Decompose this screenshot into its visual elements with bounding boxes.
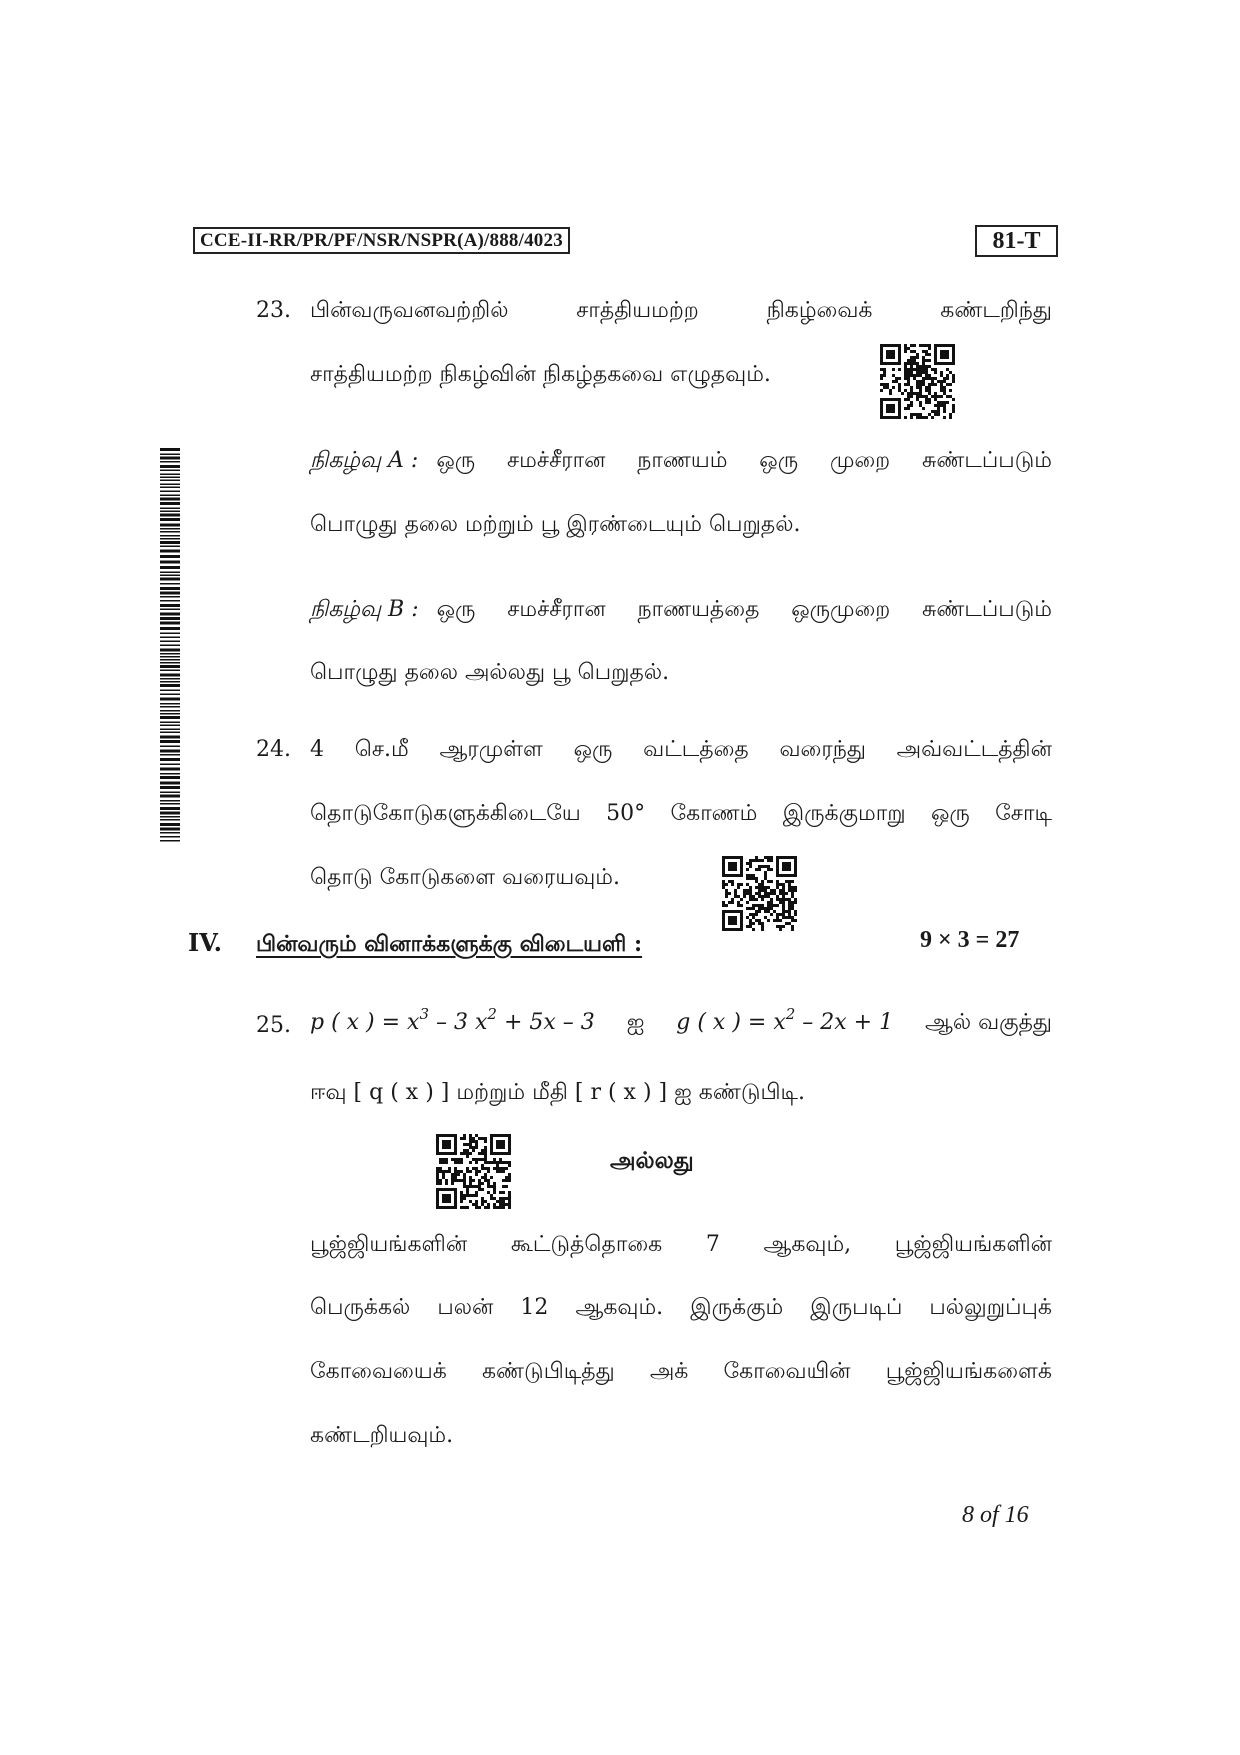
word: 4 — [310, 737, 324, 762]
q23-event-a-line2: பொழுது தலை மற்றும் பூ இரண்டையும் பெறுதல். — [310, 512, 801, 537]
word: நாணயம் — [637, 448, 728, 473]
word: ஒருமுறை — [791, 597, 891, 622]
word: கண்டறிந்து — [940, 298, 1052, 323]
page-number: 8 of 16 — [962, 1502, 1029, 1528]
word: சமச்சீரான — [507, 597, 606, 622]
q23-event-b-line1 — [310, 597, 1052, 625]
word: ஒரு — [573, 737, 613, 762]
q25-alt-line1 — [310, 1232, 1052, 1260]
subject-code: 81-T — [975, 225, 1058, 257]
q25-line1 — [310, 1005, 1052, 1038]
section-number: IV. — [188, 928, 223, 957]
word: கோவையைக் — [310, 1359, 447, 1384]
word: சுண்டப்படும் — [922, 597, 1052, 622]
word: ஆகவும். — [575, 1295, 664, 1320]
section-marks: 9 × 3 = 27 — [920, 927, 1020, 953]
q24-line3: தொடு கோடுகளை வரையவும். — [310, 865, 620, 890]
q23-line2: சாத்தியமற்ற நிகழ்வின் நிகழ்தகவை எழுதவும். — [310, 362, 771, 387]
event-a-text — [436, 448, 1052, 476]
side-barcode — [160, 448, 180, 844]
word: சாத்தியமற்ற — [576, 298, 699, 323]
word: அவ்வட்டத்தின் — [896, 737, 1052, 762]
word: பூஜ்ஜியங்களின் — [894, 1232, 1052, 1257]
p-of-x: p ( x ) = $x^3 - 3$ $x^2 + 5x - 3$ — [310, 1005, 595, 1035]
word: கண்டுபிடித்து — [481, 1359, 615, 1384]
word: சுண்டப்படும் — [922, 448, 1052, 473]
word: பல்லுறுப்புக் — [929, 1295, 1052, 1320]
word: 50° — [606, 801, 646, 826]
q23-event-b-line2: பொழுது தலை அல்லது பூ பெறுதல். — [310, 660, 670, 685]
event-b-text — [437, 597, 1052, 625]
word: பூஜ்ஜியங்களின் — [310, 1232, 468, 1257]
word: இருக்குமாறு — [782, 801, 906, 826]
word: கோணம் — [670, 801, 758, 826]
word: பெருக்கல் — [310, 1295, 411, 1320]
word: சோடி — [995, 801, 1052, 826]
word: வட்டத்தை — [643, 737, 749, 762]
qr-code-icon — [436, 1134, 512, 1212]
word: பலன் — [437, 1295, 494, 1320]
word: சமச்சீரான — [507, 448, 606, 473]
divide-text: ஆல் வகுத்து — [925, 1010, 1052, 1035]
word: தொடுகோடுகளுக்கிடையே — [310, 801, 581, 826]
word: ஆகவும், — [763, 1232, 852, 1257]
word: ஒரு — [930, 801, 970, 826]
word: ஒரு — [436, 448, 476, 473]
q24-line2 — [310, 801, 1052, 829]
word: இருபடிப் — [810, 1295, 903, 1320]
q24-line1 — [310, 737, 1052, 765]
q25-alt-line2 — [310, 1295, 1052, 1323]
q23-event-a-line1 — [310, 448, 1052, 476]
event-a-label: நிகழ்வு A : — [310, 448, 419, 473]
conjunction: ஐ — [626, 1010, 645, 1035]
word: முறை — [829, 448, 891, 473]
word: ஆரமுள்ள — [439, 737, 543, 762]
event-b-label: நிகழ்வு B : — [310, 597, 419, 622]
word: அக் — [649, 1359, 689, 1384]
word: நாணயத்தை — [637, 597, 760, 622]
word: கூட்டுத்தொகை — [510, 1232, 663, 1257]
qr-code-icon — [722, 856, 798, 934]
word: இருக்கும் — [690, 1295, 784, 1320]
question-number: 24. — [256, 737, 291, 762]
word: 7 — [705, 1232, 720, 1257]
section-title: பின்வரும் வினாக்களுக்கு விடையளி : — [256, 931, 643, 957]
word: வரைந்து — [779, 737, 866, 762]
q25-line2: ஈவு [ q ( x ) ] மற்றும் மீதி [ r ( x ) ] ஐ கண்டுபிடி. — [310, 1080, 806, 1105]
word: 12 — [520, 1295, 549, 1320]
word: செ.மீ — [354, 737, 409, 762]
word: நிகழ்வைக் — [766, 298, 873, 323]
paper-code: CCE-II-RR/PR/PF/NSR/NSPR(A)/888/4023 — [193, 227, 570, 254]
g-of-x: g ( x ) = $x^2 - 2x + 1$ — [676, 1005, 894, 1035]
word: ஒரு — [759, 448, 799, 473]
or-label: அல்லது — [610, 1147, 694, 1174]
word: பின்வருவனவற்றில் — [310, 298, 509, 323]
qr-code-icon — [880, 344, 956, 422]
q25-alt-line3 — [310, 1359, 1052, 1387]
word: கோவையின் — [723, 1359, 851, 1384]
q23-line1 — [310, 298, 1052, 326]
question-number: 23. — [256, 298, 291, 323]
word: ஒரு — [436, 597, 476, 622]
question-number: 25. — [256, 1013, 291, 1038]
q25-alt-line4: கண்டறியவும். — [310, 1423, 454, 1448]
word: பூஜ்ஜியங்களைக் — [885, 1359, 1052, 1384]
